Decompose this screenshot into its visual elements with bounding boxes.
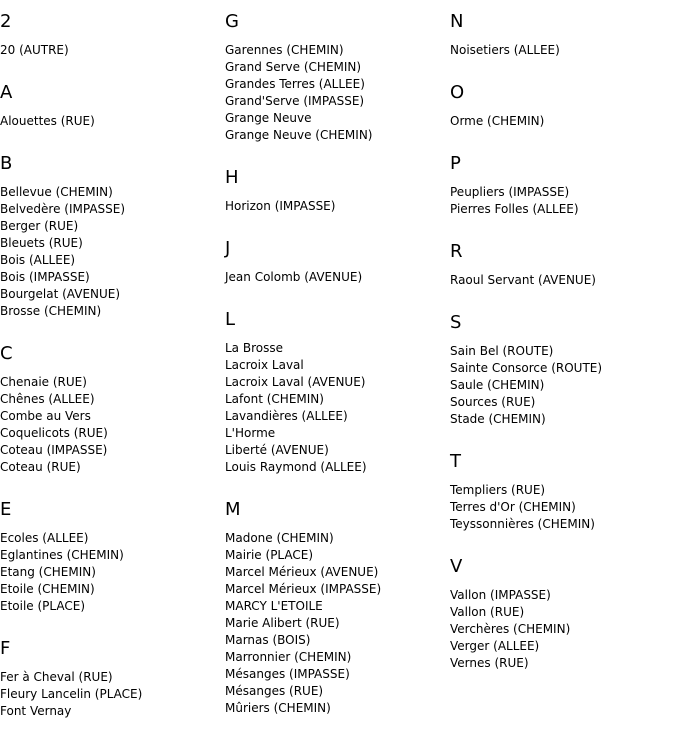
street-entry[interactable]: Lavandières (ALLEE) bbox=[225, 409, 348, 423]
street-entry[interactable]: Coquelicots (RUE) bbox=[0, 426, 108, 440]
letter-section bbox=[225, 166, 450, 215]
street-entry[interactable]: Marcel Mérieux (AVENUE) bbox=[225, 565, 379, 579]
street-list bbox=[225, 42, 450, 144]
street-list bbox=[225, 530, 450, 717]
street-entry[interactable]: Coteau (RUE) bbox=[0, 460, 81, 474]
street-entry[interactable]: Verger (ALLEE) bbox=[450, 639, 540, 653]
section-letter-heading: C bbox=[0, 343, 13, 364]
street-list bbox=[450, 272, 675, 289]
street-list bbox=[450, 482, 675, 533]
letter-section bbox=[0, 498, 225, 615]
street-entry[interactable]: Berger (RUE) bbox=[0, 219, 79, 233]
letter-section bbox=[225, 10, 450, 144]
street-entry[interactable]: Bleuets (RUE) bbox=[0, 236, 83, 250]
letter-section bbox=[225, 237, 450, 286]
letter-section bbox=[225, 498, 450, 717]
street-entry[interactable]: MARCY L'ETOILE bbox=[225, 599, 323, 613]
street-entry[interactable]: Orme (CHEMIN) bbox=[450, 114, 545, 128]
street-list bbox=[450, 184, 675, 218]
street-entry[interactable]: Mésanges (RUE) bbox=[225, 684, 324, 698]
street-entry[interactable]: Terres d'Or (CHEMIN) bbox=[450, 500, 576, 514]
street-entry[interactable]: Brosse (CHEMIN) bbox=[0, 304, 102, 318]
street-list bbox=[225, 198, 450, 215]
street-list bbox=[450, 42, 675, 59]
street-entry[interactable]: Raoul Servant (AVENUE) bbox=[450, 273, 596, 287]
section-letter-heading: B bbox=[0, 153, 13, 174]
street-entry[interactable]: Vallon (IMPASSE) bbox=[450, 588, 551, 602]
street-entry[interactable]: Chenaie (RUE) bbox=[0, 375, 87, 389]
street-entry[interactable]: Vallon (RUE) bbox=[450, 605, 525, 619]
street-entry[interactable]: Sain Bel (ROUTE) bbox=[450, 344, 554, 358]
letter-section bbox=[0, 637, 225, 720]
street-entry[interactable]: Belvedère (IMPASSE) bbox=[0, 202, 126, 216]
street-entry[interactable]: Templiers (RUE) bbox=[450, 483, 546, 497]
street-list bbox=[225, 269, 450, 286]
street-entry[interactable]: Grandes Terres (ALLEE) bbox=[225, 77, 365, 91]
index-column-3 bbox=[450, 0, 675, 694]
letter-section bbox=[450, 81, 675, 130]
street-entry[interactable]: Lacroix Laval bbox=[225, 358, 304, 372]
section-letter-heading: L bbox=[225, 309, 236, 330]
street-entry[interactable]: Grand Serve (CHEMIN) bbox=[225, 60, 362, 74]
letter-section bbox=[450, 152, 675, 218]
section-letter-heading: H bbox=[225, 167, 239, 188]
street-entry[interactable]: Marronnier (CHEMIN) bbox=[225, 650, 352, 664]
street-entry[interactable]: Sources (RUE) bbox=[450, 395, 536, 409]
section-letter-heading: S bbox=[450, 312, 462, 333]
section-letter-heading: 2 bbox=[0, 11, 12, 32]
street-entry[interactable]: Garennes (CHEMIN) bbox=[225, 43, 344, 57]
street-entry[interactable]: Pierres Folles (ALLEE) bbox=[450, 202, 579, 216]
section-letter-heading: R bbox=[450, 241, 463, 262]
street-entry[interactable]: Jean Colomb (AVENUE) bbox=[225, 270, 363, 284]
street-entry[interactable]: Grange Neuve (CHEMIN) bbox=[225, 128, 373, 142]
section-letter-heading: A bbox=[0, 82, 13, 103]
section-letter-heading: G bbox=[225, 11, 239, 32]
street-entry[interactable]: Font Vernay bbox=[0, 704, 72, 718]
street-entry[interactable]: Ecoles (ALLEE) bbox=[0, 531, 89, 545]
street-entry[interactable]: Mairie (PLACE) bbox=[225, 548, 314, 562]
street-list bbox=[450, 113, 675, 130]
letter-section bbox=[450, 555, 675, 672]
section-letter-heading: N bbox=[450, 11, 464, 32]
street-entry[interactable]: Mésanges (IMPASSE) bbox=[225, 667, 350, 681]
street-entry[interactable]: Etoile (PLACE) bbox=[0, 599, 86, 613]
street-entry[interactable]: Marnas (BOIS) bbox=[225, 633, 311, 647]
letter-section bbox=[0, 342, 225, 476]
street-list bbox=[450, 587, 675, 672]
street-entry[interactable]: Saule (CHEMIN) bbox=[450, 378, 545, 392]
street-entry[interactable]: Peupliers (IMPASSE) bbox=[450, 185, 570, 199]
street-entry[interactable]: Bois (ALLEE) bbox=[0, 253, 76, 267]
street-list bbox=[0, 113, 225, 130]
letter-section bbox=[450, 311, 675, 428]
letter-section bbox=[0, 10, 225, 59]
index-column-2 bbox=[225, 0, 450, 739]
street-entry[interactable]: Louis Raymond (ALLEE) bbox=[225, 460, 367, 474]
letter-section bbox=[0, 152, 225, 320]
section-letter-heading: O bbox=[450, 82, 465, 103]
street-entry[interactable]: Vernes (RUE) bbox=[450, 656, 529, 670]
letter-section bbox=[0, 81, 225, 130]
section-letter-heading: V bbox=[450, 556, 463, 577]
index-column-1 bbox=[0, 0, 225, 742]
street-entry[interactable]: Etang (CHEMIN) bbox=[0, 565, 96, 579]
street-entry[interactable]: Bois (IMPASSE) bbox=[0, 270, 90, 284]
street-entry[interactable]: Lacroix Laval (AVENUE) bbox=[225, 375, 366, 389]
section-letter-heading: M bbox=[225, 499, 241, 520]
section-letter-heading: E bbox=[0, 499, 12, 520]
street-list bbox=[450, 343, 675, 428]
street-entry[interactable]: Horizon (IMPASSE) bbox=[225, 199, 336, 213]
street-entry[interactable]: Fer à Cheval (RUE) bbox=[0, 670, 113, 684]
street-entry[interactable]: Verchères (CHEMIN) bbox=[450, 622, 571, 636]
street-list bbox=[0, 374, 225, 476]
street-entry[interactable]: Bourgelat (AVENUE) bbox=[0, 287, 121, 301]
street-entry[interactable]: Combe au Vers bbox=[0, 409, 91, 423]
street-entry[interactable]: Marie Alibert (RUE) bbox=[225, 616, 340, 630]
street-entry[interactable]: Grand'Serve (IMPASSE) bbox=[225, 94, 365, 108]
street-entry[interactable]: Madone (CHEMIN) bbox=[225, 531, 334, 545]
street-entry[interactable]: La Brosse bbox=[225, 341, 283, 355]
street-list bbox=[0, 42, 225, 59]
street-entry[interactable]: Sainte Consorce (ROUTE) bbox=[450, 361, 603, 375]
street-entry[interactable]: Stade (CHEMIN) bbox=[450, 412, 546, 426]
street-entry[interactable]: Chênes (ALLEE) bbox=[0, 392, 95, 406]
letter-section bbox=[450, 240, 675, 289]
street-entry[interactable]: Coteau (IMPASSE) bbox=[0, 443, 108, 457]
section-letter-heading: J bbox=[225, 238, 231, 259]
street-entry[interactable]: Etoile (CHEMIN) bbox=[0, 582, 95, 596]
street-entry[interactable]: Noisetiers (ALLEE) bbox=[450, 43, 560, 57]
section-letter-heading: P bbox=[450, 153, 461, 174]
street-entry[interactable]: Lafont (CHEMIN) bbox=[225, 392, 324, 406]
letter-section bbox=[225, 308, 450, 476]
street-list bbox=[0, 184, 225, 320]
street-entry[interactable]: Marcel Mérieux (IMPASSE) bbox=[225, 582, 382, 596]
street-entry[interactable]: Teyssonnières (CHEMIN) bbox=[450, 517, 595, 531]
street-entry[interactable]: Mûriers (CHEMIN) bbox=[225, 701, 331, 715]
street-entry[interactable]: Eglantines (CHEMIN) bbox=[0, 548, 124, 562]
street-entry[interactable]: Alouettes (RUE) bbox=[0, 114, 95, 128]
street-entry[interactable]: Grange Neuve bbox=[225, 111, 312, 125]
section-letter-heading: F bbox=[0, 638, 11, 659]
street-list bbox=[0, 530, 225, 615]
section-letter-heading: T bbox=[450, 451, 461, 472]
street-entry[interactable]: Bellevue (CHEMIN) bbox=[0, 185, 113, 199]
street-entry[interactable]: 20 (AUTRE) bbox=[0, 43, 69, 57]
letter-section bbox=[450, 10, 675, 59]
street-list bbox=[0, 669, 225, 720]
street-entry[interactable]: Liberté (AVENUE) bbox=[225, 443, 329, 457]
street-entry[interactable]: L'Horme bbox=[225, 426, 276, 440]
street-entry[interactable]: Fleury Lancelin (PLACE) bbox=[0, 687, 143, 701]
letter-section bbox=[450, 450, 675, 533]
street-list bbox=[225, 340, 450, 476]
